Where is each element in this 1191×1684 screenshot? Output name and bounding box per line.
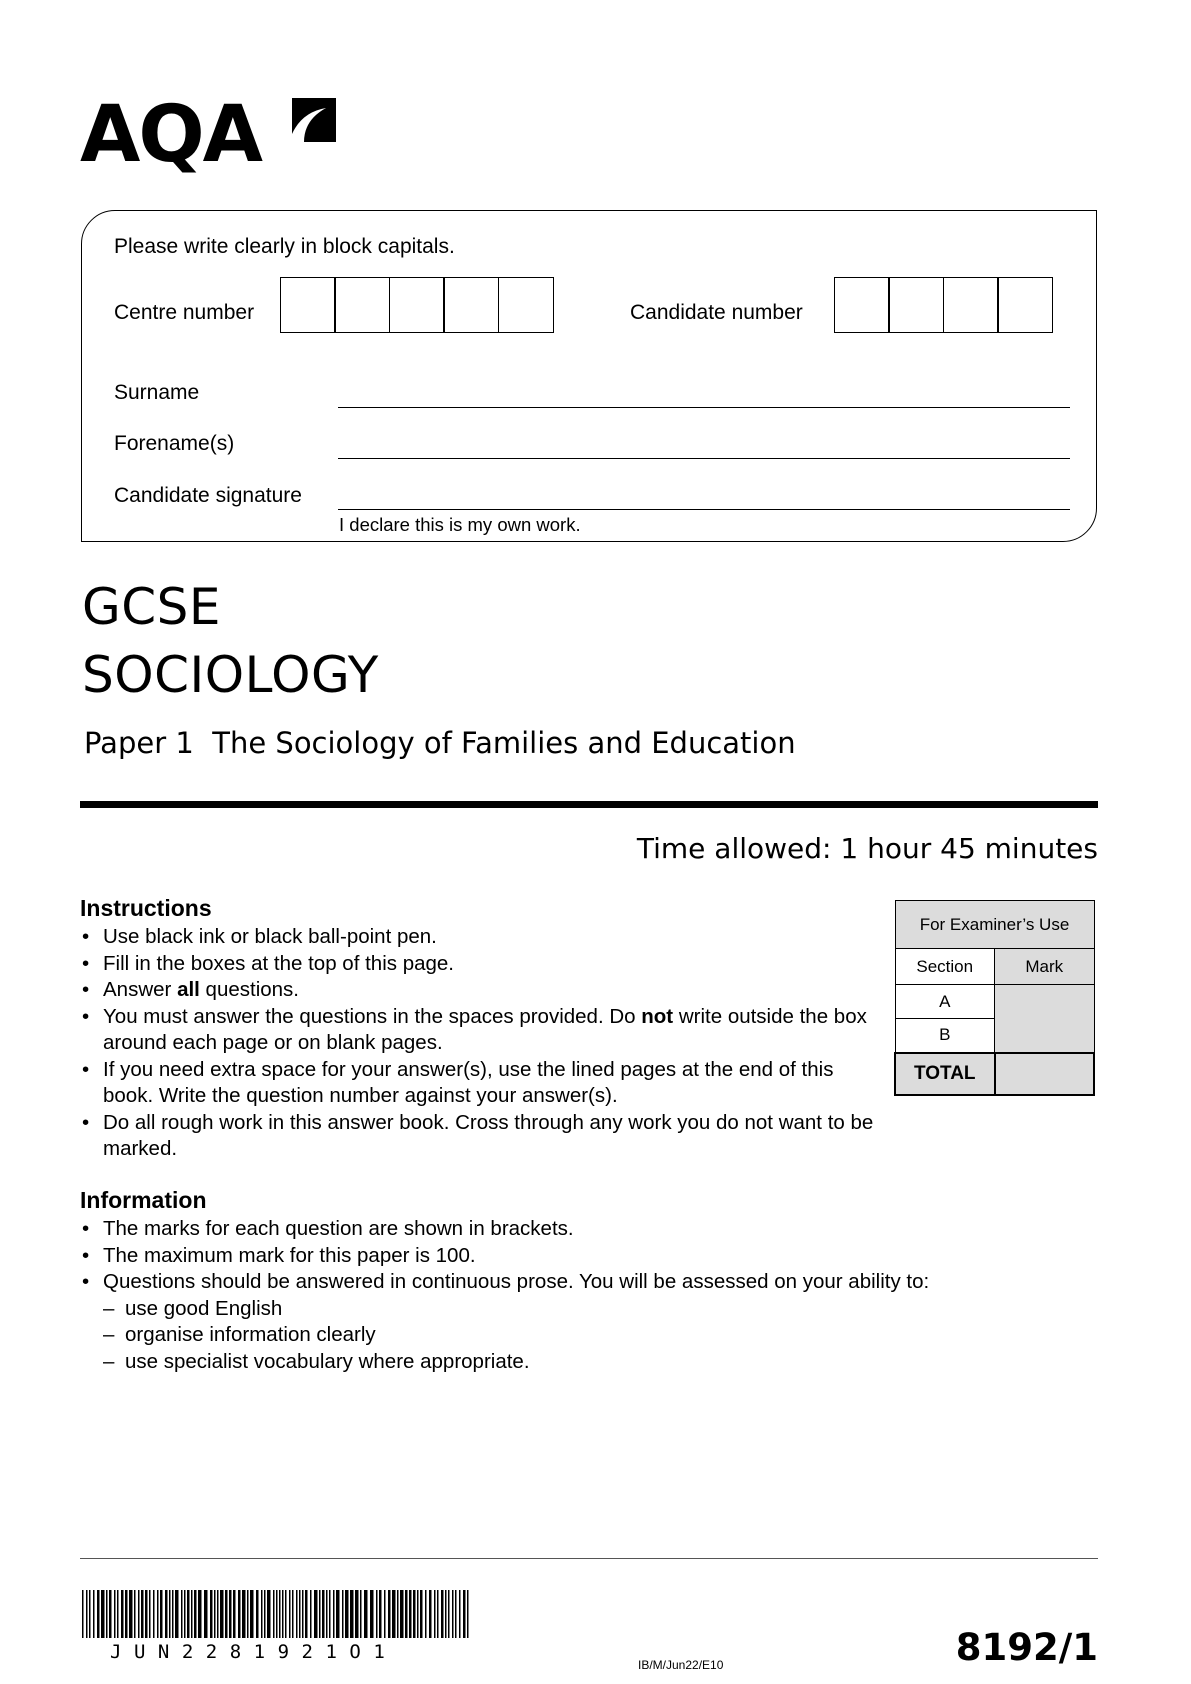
instruction-item: • Do all rough work in this answer book. Cross through any work you do not want to be marked. bbox=[80, 1110, 880, 1163]
leaf-logo-icon bbox=[282, 94, 338, 150]
candidate-digit-box[interactable] bbox=[834, 277, 890, 333]
candidate-number-boxes bbox=[834, 277, 1053, 333]
total-label: TOTAL bbox=[895, 1053, 995, 1095]
information-sublist bbox=[80, 1296, 1040, 1376]
information-subitem: – use specialist vocabulary where appropriate. bbox=[103, 1349, 1040, 1376]
instructions-section bbox=[80, 895, 880, 1163]
surname-line[interactable] bbox=[338, 407, 1070, 408]
information-list bbox=[80, 1216, 1040, 1296]
information-subitem: – organise information clearly bbox=[103, 1322, 1040, 1349]
document-reference: IB/M/Jun22/E10 bbox=[638, 1658, 724, 1672]
paper-code: 8192/1 bbox=[955, 1626, 1098, 1669]
instruction-item: • Use black ink or black ball-point pen. bbox=[80, 924, 880, 951]
footer-rule bbox=[80, 1558, 1098, 1559]
surname-label: Surname bbox=[114, 381, 200, 404]
total-mark-cell bbox=[995, 1053, 1095, 1095]
paper-name: The Sociology of Families and Education bbox=[212, 726, 796, 760]
information-subitem: – use good English bbox=[103, 1296, 1040, 1323]
time-allowed: Time allowed: 1 hour 45 minutes bbox=[636, 832, 1098, 865]
centre-digit-box[interactable] bbox=[334, 277, 390, 333]
mark-column-header: Mark bbox=[995, 949, 1095, 985]
information-section bbox=[80, 1187, 1040, 1375]
information-heading: Information bbox=[80, 1187, 207, 1213]
section-mark-cell bbox=[995, 985, 1095, 1053]
information-item: • The maximum mark for this paper is 100. bbox=[80, 1243, 1040, 1270]
forename-line[interactable] bbox=[338, 458, 1070, 459]
paper-title bbox=[84, 726, 796, 760]
candidate-number-label: Candidate number bbox=[630, 301, 803, 324]
centre-number-label: Centre number bbox=[114, 301, 255, 324]
information-item: • Questions should be answered in continuous prose. You will be assessed on your ability to: bbox=[80, 1269, 1040, 1296]
examiner-table-heading: For Examiner’s Use bbox=[895, 901, 1094, 949]
centre-digit-box[interactable] bbox=[498, 277, 554, 333]
aqa-logo bbox=[80, 88, 340, 188]
candidate-digit-box[interactable] bbox=[997, 277, 1053, 333]
section-column-header: Section bbox=[895, 949, 995, 985]
barcode-icon bbox=[82, 1590, 472, 1638]
paper-number: Paper 1 bbox=[84, 726, 194, 760]
section-row-label: B bbox=[895, 1019, 995, 1053]
logo-text: AQA bbox=[80, 90, 262, 180]
instruction-item: • Answer all questions. bbox=[80, 977, 880, 1004]
title-rule bbox=[80, 801, 1098, 808]
instruction-item: • Fill in the boxes at the top of this page. bbox=[80, 951, 880, 978]
candidate-details-box bbox=[81, 210, 1097, 542]
candidate-digit-box[interactable] bbox=[888, 277, 944, 333]
signature-line[interactable] bbox=[338, 509, 1070, 510]
centre-number-boxes bbox=[280, 277, 554, 333]
instructions-list bbox=[80, 924, 880, 1163]
centre-digit-box[interactable] bbox=[389, 277, 445, 333]
forename-label: Forename(s) bbox=[114, 432, 235, 455]
qualification-title: GCSE bbox=[82, 578, 221, 636]
instruction-item: • If you need extra space for your answer(s), use the lined pages at the end of this book. Write the question number against your answer(s). bbox=[80, 1057, 880, 1110]
instruction-item: • You must answer the questions in the spaces provided. Do not write outside the box around each page or on blank pages. bbox=[80, 1004, 880, 1057]
centre-digit-box[interactable] bbox=[280, 277, 336, 333]
barcode-text: JUN2281921O1 bbox=[110, 1641, 398, 1663]
information-item: • The marks for each question are shown in brackets. bbox=[80, 1216, 1040, 1243]
examiner-use-table bbox=[894, 900, 1095, 1096]
declaration-text: I declare this is my own work. bbox=[339, 514, 581, 535]
section-row-label: A bbox=[895, 985, 995, 1019]
centre-digit-box[interactable] bbox=[443, 277, 499, 333]
instructions-heading: Instructions bbox=[80, 895, 212, 921]
subject-title: SOCIOLOGY bbox=[82, 646, 379, 704]
block-capitals-instruction: Please write clearly in block capitals. bbox=[114, 235, 455, 258]
candidate-digit-box[interactable] bbox=[943, 277, 999, 333]
signature-label: Candidate signature bbox=[114, 484, 302, 507]
